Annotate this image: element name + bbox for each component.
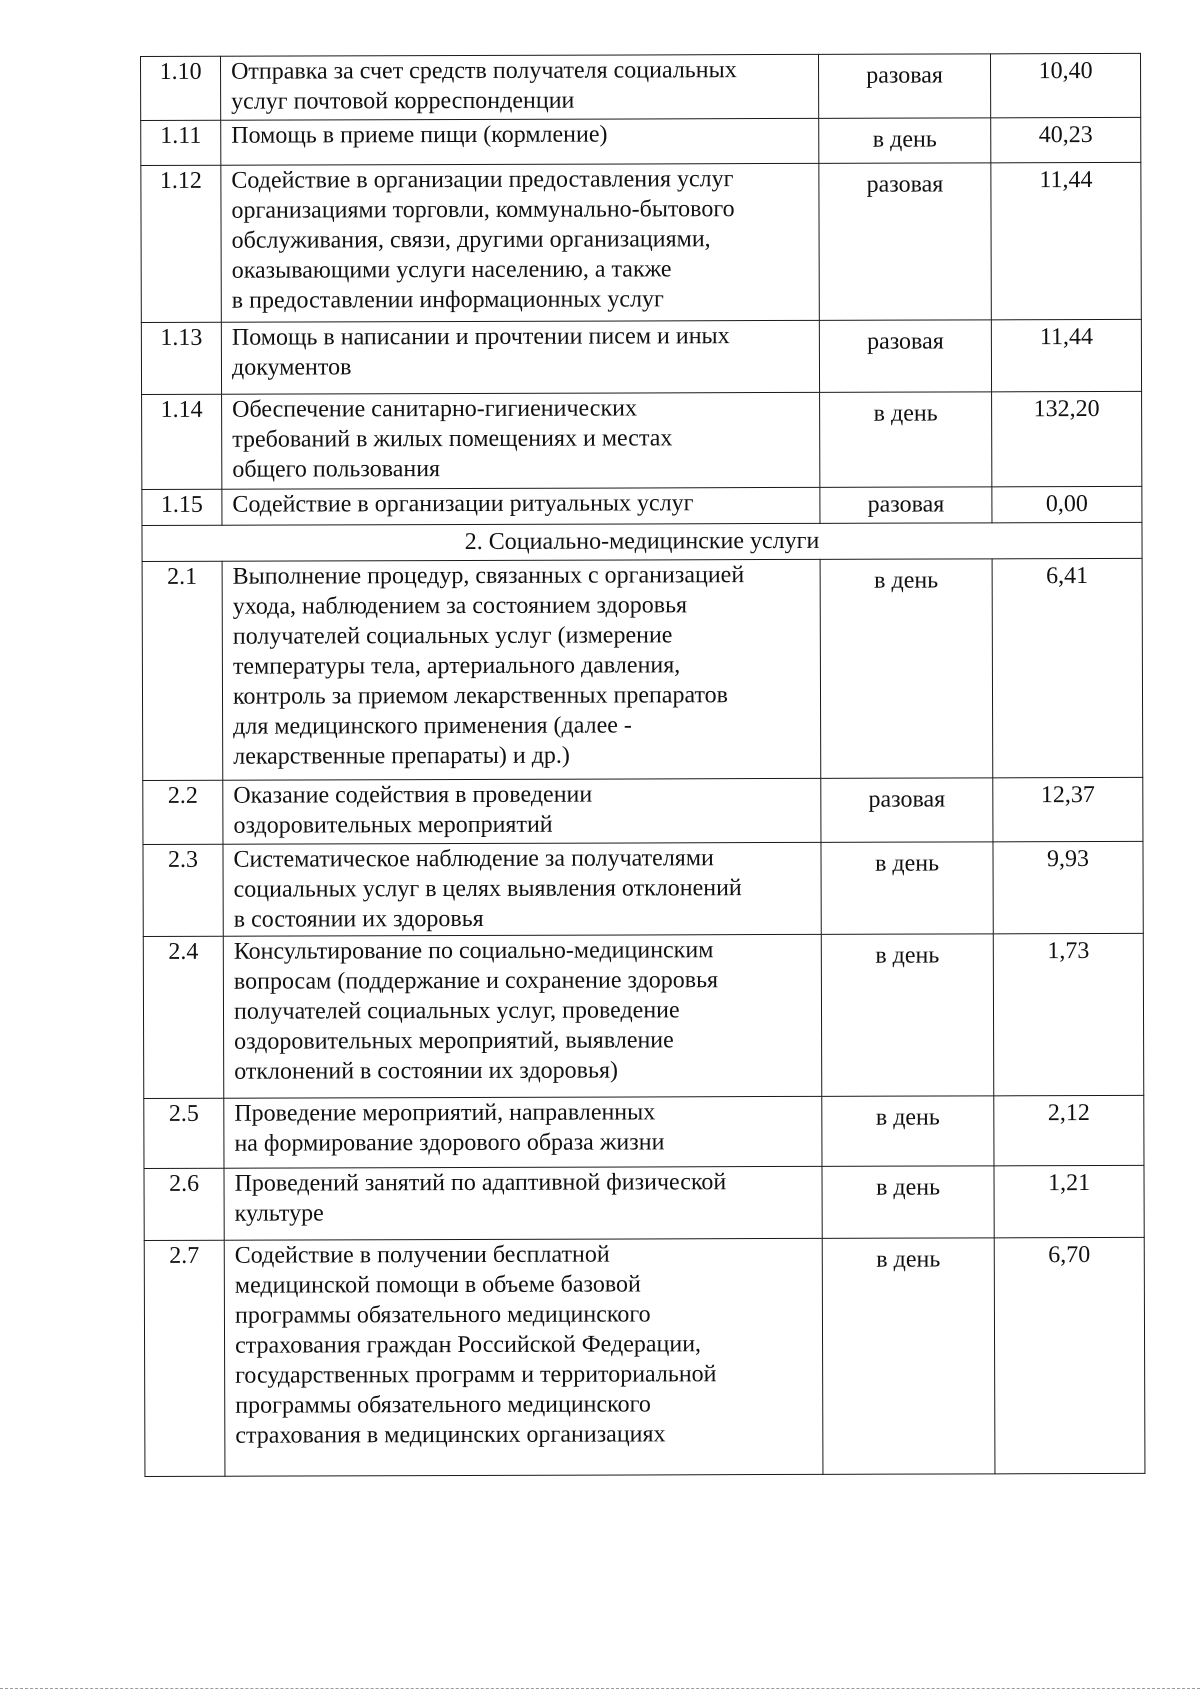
service-name: Помощь в приеме пищи (кормление)	[221, 118, 819, 165]
service-name: Содействие в организации предоставления услуг организациями торговли, коммунально-бытового обслуживания, связи, другими организациями, оказывающими услуги населению, а также в предоставлении информационных услуг	[221, 163, 819, 322]
service-frequency: в день	[821, 934, 994, 1097]
service-price: 1,73	[993, 933, 1144, 1095]
service-price: 1,21	[994, 1165, 1144, 1237]
service-price: 12,37	[993, 777, 1143, 841]
service-name: Выполнение процедур, связанных с организацией ухода, наблюдением за состоянием здоровья получателей социальных услуг (измерение температуры тела, артериального давления, контроль за приемом лекарственных препаратов для медицинского применения (далее - лекарственные препараты) и др.)	[222, 559, 821, 780]
service-price: 9,93	[993, 841, 1143, 933]
scan-bottom-edge	[0, 1688, 1200, 1689]
service-number: 1.14	[142, 394, 222, 489]
service-price: 10,40	[990, 53, 1140, 117]
service-frequency: в день	[822, 1166, 994, 1239]
service-name: Оказание содействия в проведении оздоровительных мероприятий	[223, 778, 821, 844]
table-row	[143, 933, 1144, 1098]
table-row	[142, 486, 1142, 525]
service-frequency: разовая	[821, 778, 993, 843]
table-row	[141, 319, 1141, 394]
table-row	[141, 162, 1141, 322]
service-price: 6,41	[992, 558, 1143, 777]
service-frequency: в день	[820, 392, 992, 488]
service-frequency: в день	[821, 842, 993, 935]
service-frequency: разовая	[819, 320, 991, 393]
service-number: 1.10	[141, 56, 221, 120]
section-heading-row	[142, 522, 1142, 561]
services-price-table	[140, 53, 1145, 1477]
service-number: 2.1	[142, 561, 223, 780]
service-number: 1.15	[142, 489, 222, 525]
service-name: Содействие в организации ритуальных услуг	[222, 487, 820, 525]
service-frequency: разовая	[820, 487, 992, 524]
service-frequency: в день	[820, 559, 993, 779]
service-frequency: в день	[822, 1096, 994, 1167]
table-row	[144, 1237, 1145, 1476]
service-name: Отправка за счет средств получателя социальных услуг почтовой корреспонденции	[221, 54, 819, 120]
table-row	[144, 1095, 1144, 1168]
table-row	[143, 841, 1143, 936]
service-price: 132,20	[992, 391, 1142, 486]
service-number: 2.6	[144, 1168, 224, 1240]
service-number: 2.2	[143, 780, 223, 844]
service-price: 11,44	[991, 162, 1141, 319]
table-row	[142, 558, 1143, 780]
service-price: 0,00	[992, 486, 1142, 522]
service-price: 11,44	[991, 319, 1141, 391]
service-frequency: разовая	[819, 163, 991, 321]
service-number: 2.3	[143, 844, 223, 936]
service-frequency: разовая	[818, 54, 990, 119]
service-name: Содействие в получении бесплатной медицинской помощи в объеме базовой программы обязательного медицинского страхования граждан Российской Федерации, государственных программ и территориальной программы обязательного медицинского страхования в медицинских организациях	[224, 1238, 823, 1476]
service-number: 2.5	[144, 1098, 224, 1168]
service-number: 2.4	[143, 936, 224, 1098]
service-number: 2.7	[144, 1240, 225, 1476]
service-name: Помощь в написании и прочтении писем и иных документов	[221, 320, 819, 394]
service-name: Обеспечение санитарно-гигиенических требований в жилых помещениях и местах общего пользования	[222, 392, 820, 489]
table-row	[143, 777, 1143, 844]
service-name: Проведений занятий по адаптивной физической культуре	[224, 1166, 822, 1240]
service-frequency: в день	[819, 118, 991, 164]
service-name: Консультирование по социально-медицинским вопросам (поддержание и сохранение здоровья получателей социальных услуг, проведение оздоровительных мероприятий, выявление отклонений в состоянии их здоровья)	[223, 934, 822, 1098]
service-number: 1.11	[141, 120, 221, 165]
service-name: Проведение мероприятий, направленных на формирование здорового образа жизни	[224, 1096, 822, 1168]
service-number: 1.13	[141, 322, 221, 394]
service-price: 6,70	[994, 1237, 1145, 1473]
table-row	[141, 117, 1141, 165]
service-name: Систематическое наблюдение за получателями социальных услуг в целях выявления отклонений в состоянии их здоровья	[223, 842, 821, 936]
service-price: 40,23	[991, 117, 1141, 162]
table-row	[144, 1165, 1144, 1240]
table-row	[142, 391, 1142, 489]
service-price: 2,12	[994, 1095, 1144, 1165]
service-frequency: в день	[822, 1238, 995, 1475]
section-heading: 2. Социально-медицинские услуги	[142, 522, 1142, 561]
service-number: 1.12	[141, 165, 221, 322]
table-row	[141, 53, 1141, 120]
